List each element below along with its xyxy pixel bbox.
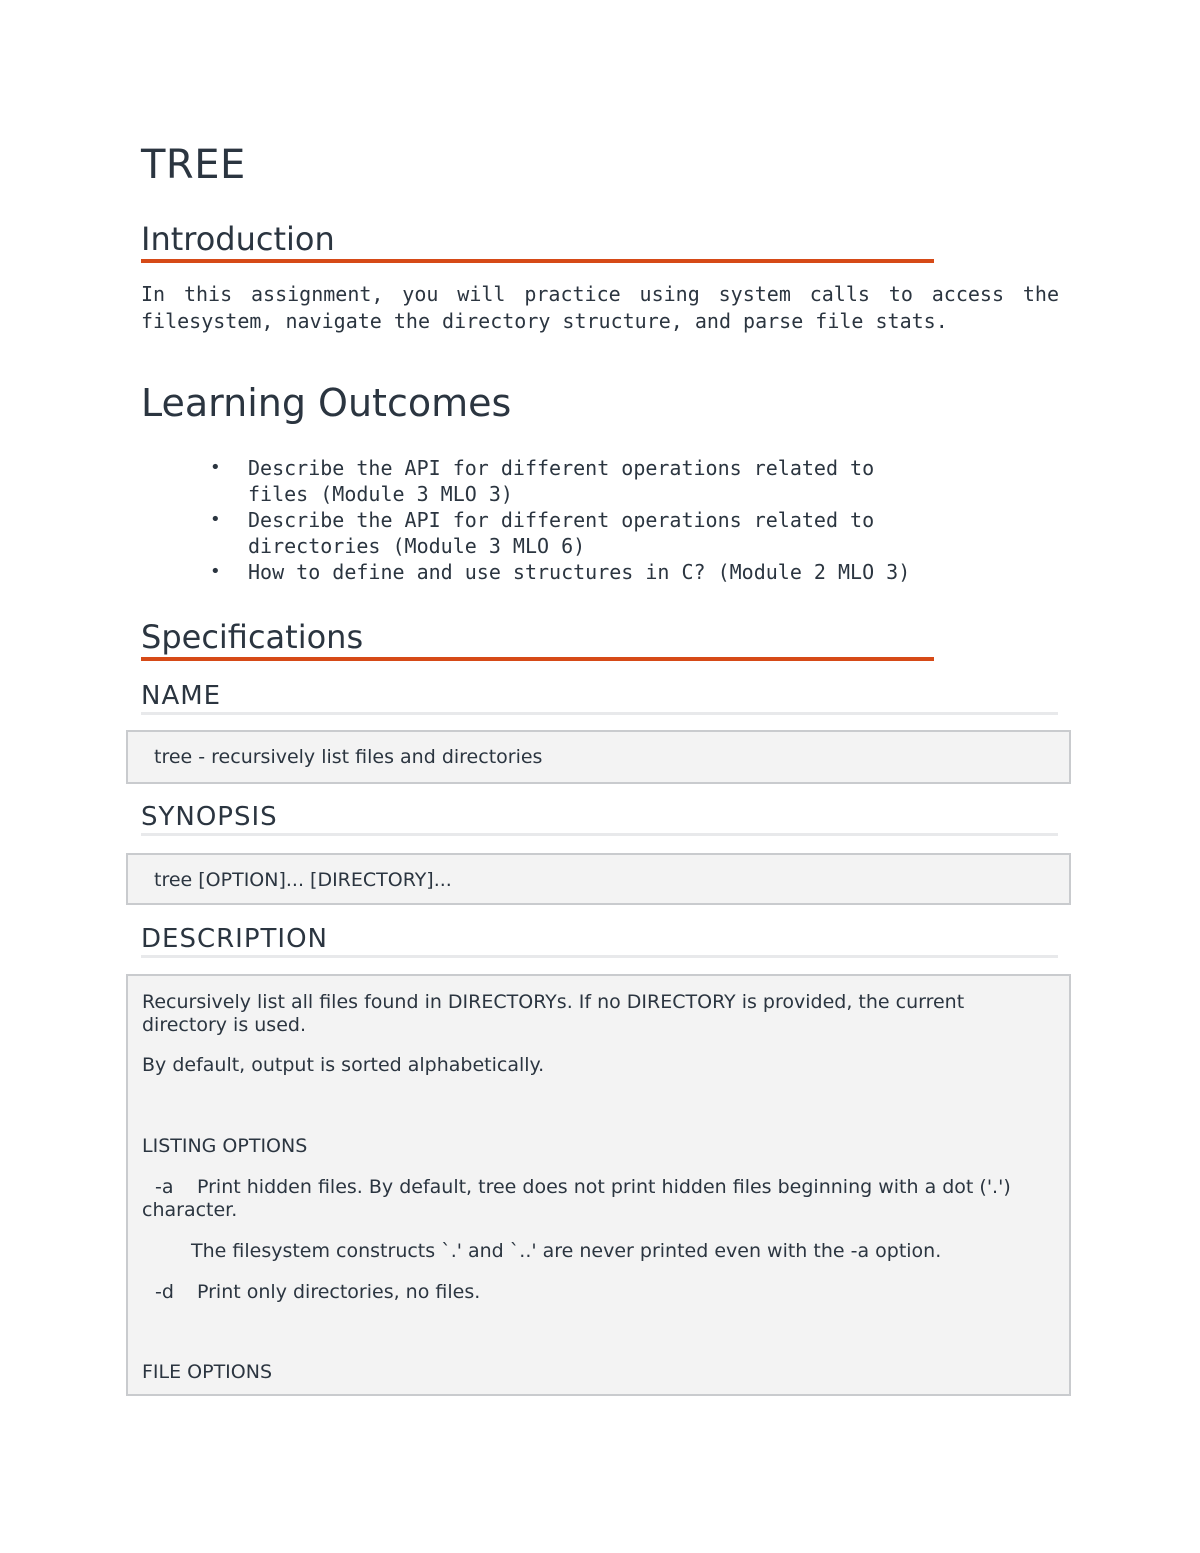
learning-outcomes-heading: Learning Outcomes [141, 381, 512, 425]
list-item [210, 559, 1038, 585]
list-item-text: Describe the API for different operations related to [248, 456, 875, 480]
option-a-flag: -a [155, 1176, 174, 1198]
option-a-row [142, 1176, 1042, 1222]
name-section-heading: NAME [141, 681, 1058, 715]
list-item [210, 455, 1038, 507]
description-paragraph: By default, output is sorted alphabetically. [142, 1054, 545, 1076]
option-d-flag: -d [155, 1281, 174, 1303]
name-text: tree - recursively list files and directories [154, 746, 543, 768]
option-a-note: The filesystem constructs `.' and `..' are never printed even with the -a option. [191, 1240, 942, 1262]
introduction-text: In this assignment, you will practice using system calls to access the filesystem, navigate the directory structure, and parse file stats. [141, 282, 1059, 333]
name-box [126, 730, 1071, 784]
list-item-text: Describe the API for different operations related to [248, 508, 875, 532]
option-a-text: Print hidden files. By default, tree does not print hidden files beginning with a dot ('.') character. [142, 1176, 1011, 1221]
listing-options-label: LISTING OPTIONS [142, 1135, 308, 1157]
file-options-label: FILE OPTIONS [142, 1361, 273, 1383]
document-title: TREE [141, 142, 246, 188]
list-item-text: How to define and use structures in C? (Module 2 MLO 3) [248, 560, 911, 584]
introduction-heading: Introduction [141, 219, 934, 263]
bullet-icon: • [210, 457, 221, 478]
synopsis-text: tree [OPTION]... [DIRECTORY]... [154, 869, 452, 891]
list-item-text: files (Module 3 MLO 3) [248, 482, 513, 506]
list-item-text: directories (Module 3 MLO 6) [248, 534, 586, 558]
option-d-row [142, 1281, 1042, 1304]
synopsis-section-heading: SYNOPSIS [141, 802, 1058, 836]
specifications-heading: Specifications [141, 617, 934, 661]
bullet-icon: • [210, 561, 221, 582]
learning-outcomes-list [210, 455, 1038, 585]
description-section-heading: DESCRIPTION [141, 924, 1058, 958]
synopsis-box [126, 853, 1071, 905]
bullet-icon: • [210, 509, 221, 530]
description-box [126, 974, 1071, 1396]
list-item [210, 507, 1038, 559]
description-paragraph: Recursively list all files found in DIRECTORYs. If no DIRECTORY is provided, the current directory is used. [142, 991, 965, 1036]
option-d-text: Print only directories, no files. [197, 1281, 481, 1303]
